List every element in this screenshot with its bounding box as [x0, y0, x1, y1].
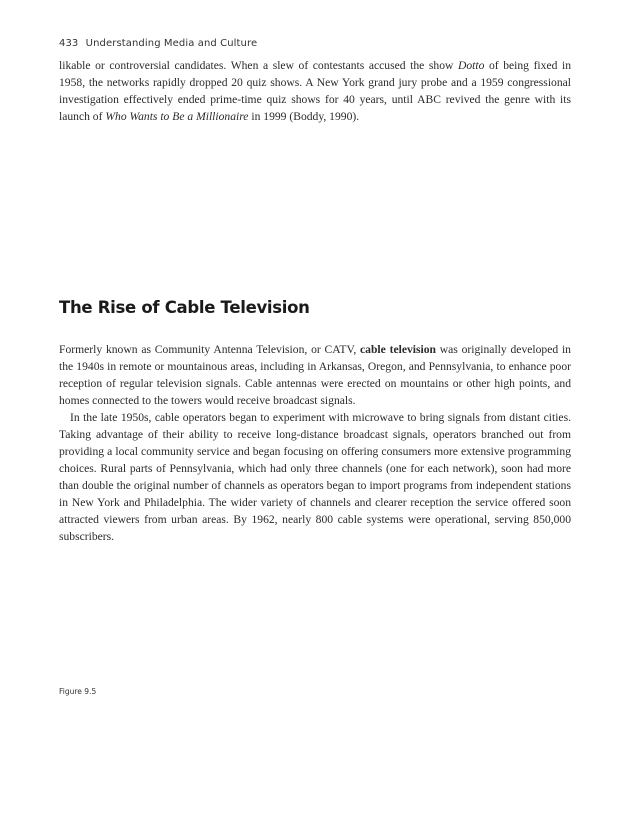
p1-text-2: of being fixed in 1958, the networks rapidly dropped 20 quiz shows. A New York grand jury probe and a 1959 congressional investigation effectively ended prime-time quiz shows for 40 years, until ABC revived the genre with its launch of: [59, 59, 571, 123]
p2-bold-term: cable television: [360, 343, 436, 356]
p1-italic-millionaire: Who Wants to Be a Millionaire: [105, 110, 249, 123]
section-heading: The Rise of Cable Television: [59, 298, 310, 317]
p1-italic-dotto: Dotto: [457, 59, 485, 72]
figure-label: Figure 9.5: [59, 687, 97, 696]
book-title: Understanding Media and Culture: [85, 38, 258, 49]
paragraph-microwave: In the late 1950s, cable operators began to experiment with microwave to bring signals from distant cities. Taking advantage of their ability to receive long-distance broadcast signals, operators branched out from providing a local community service and began focusing on offering consumers more extensive programming choices. Rural parts of Pennsylvania, which had only three channels (one for each network), soon had more than double the original number of channels as operators began to import programs from independent stations in New York and Philadelphia. The wider variety of channels and clearer reception the service offered soon attracted viewers from urban areas. By 1962, nearly 800 cable systems were operational, serving 850,000 subscribers.: [59, 411, 571, 543]
p2-text-2: was originally developed in the 1940s in remote or mountainous areas, including in Arkansas, Oregon, and Pennsylvania, to enhance poor reception of regular television signals. Cable antennas were erected on mountains or other high points, and homes connected to the towers would receive broadcast signals.: [59, 343, 571, 407]
paragraph-catv: [59, 341, 571, 409]
p1-text-3: in 1999 (Boddy, 1990).: [248, 110, 360, 123]
paragraph-quiz-shows: [59, 57, 571, 125]
p2-text-1: Formerly known as Community Antenna Television, or CATV,: [59, 343, 361, 356]
p1-text-1: likable or controversial candidates. When a slew of contestants accused the show: [59, 59, 458, 72]
running-header: [59, 38, 257, 49]
page-number: 433: [59, 38, 79, 49]
